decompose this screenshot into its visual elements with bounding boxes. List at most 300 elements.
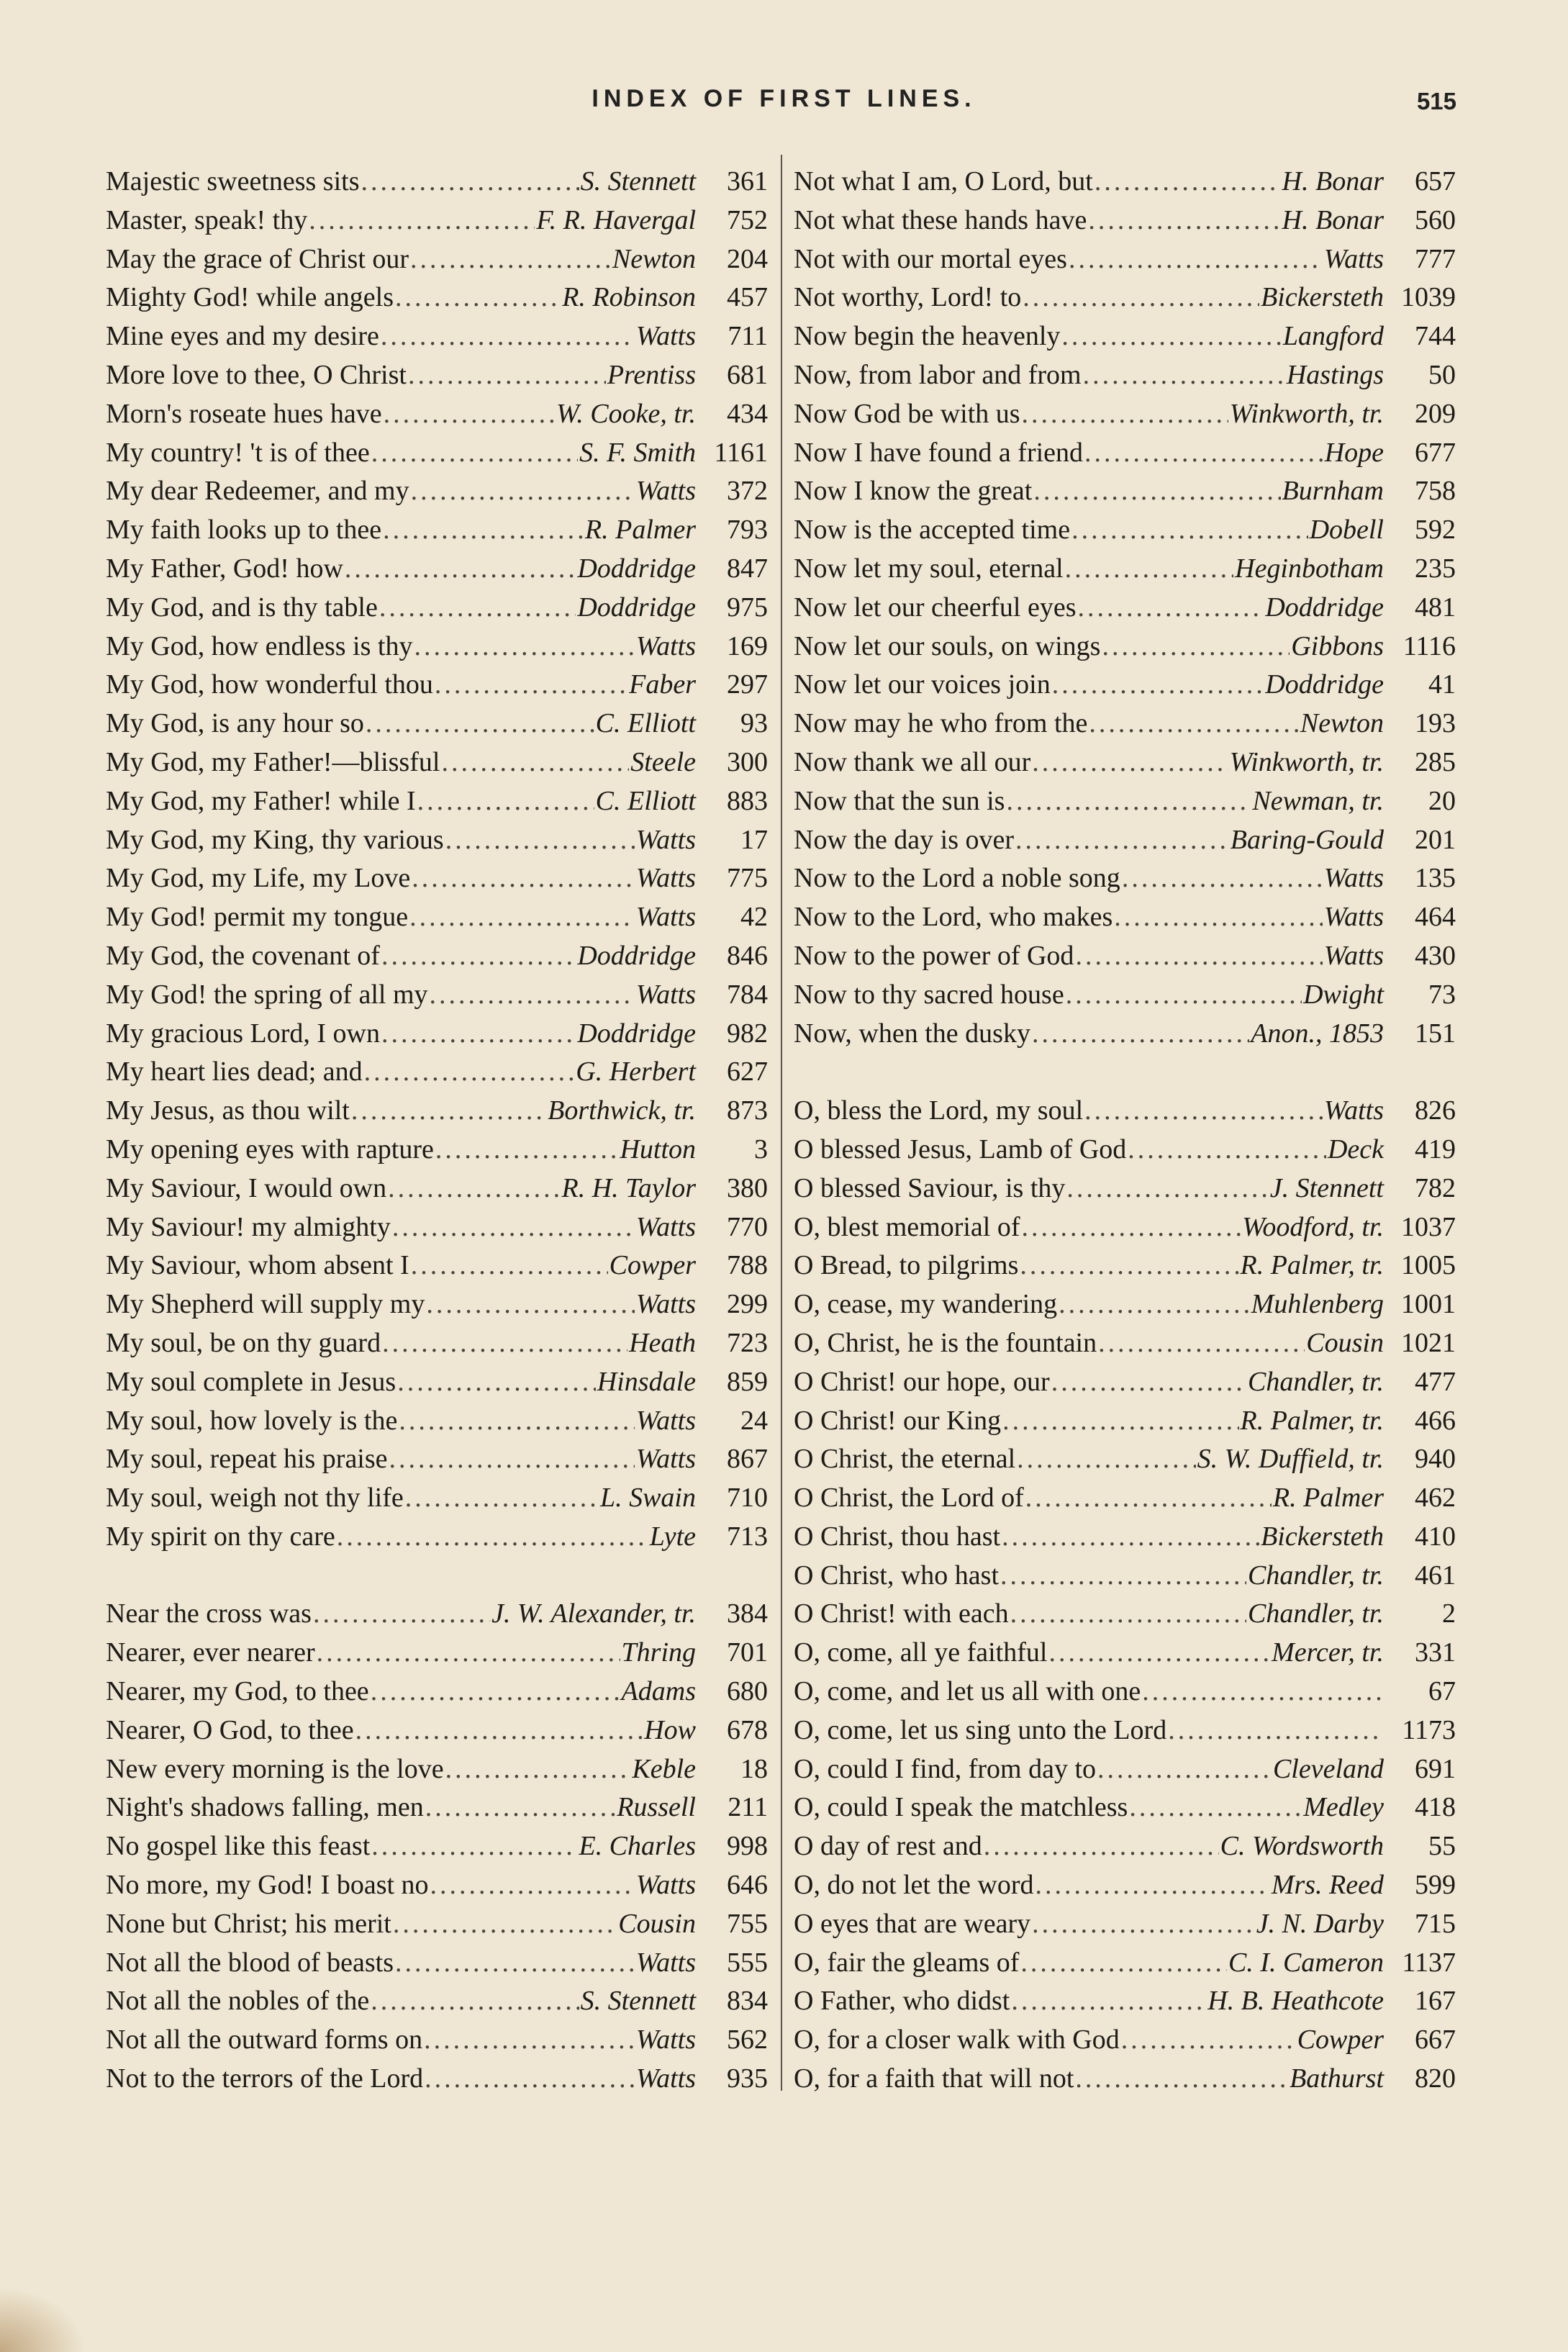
dot-leader xyxy=(1002,1518,1259,1557)
index-entry xyxy=(794,317,1456,356)
first-line-text: O, come, all ye faithful xyxy=(794,1637,1048,1668)
author-name: C. Wordsworth xyxy=(1220,1831,1384,1862)
hymn-number: 151 xyxy=(1415,1018,1456,1049)
first-line-text: Night's shadows falling, men xyxy=(106,1792,424,1823)
author-name: Doddridge xyxy=(577,1018,696,1049)
author-name: Prentiss xyxy=(607,359,696,390)
author-name: Watts xyxy=(635,979,696,1010)
first-line-text: Now God be with us xyxy=(794,398,1020,429)
page-header xyxy=(0,85,1568,128)
first-line-text: O Christ! with each xyxy=(794,1598,1009,1629)
first-line-text: My faith looks up to thee xyxy=(106,515,382,546)
first-line-text: O, come, let us sing unto the Lord xyxy=(794,1714,1167,1745)
first-line-text: My spirit on thy care xyxy=(106,1521,335,1552)
hymn-number: 793 xyxy=(727,515,768,546)
first-line-text: O, fair the gleams of xyxy=(794,1947,1020,1978)
author-name: Cowper xyxy=(1297,2025,1384,2055)
dot-leader xyxy=(1075,2060,1288,2099)
dot-leader xyxy=(1021,1208,1241,1247)
hymn-number: 18 xyxy=(740,1753,768,1784)
dot-leader xyxy=(417,782,594,821)
hymn-number: 380 xyxy=(727,1172,768,1203)
hymn-number: 193 xyxy=(1415,708,1456,739)
index-entry xyxy=(106,821,768,860)
first-line-text: Nearer, O God, to thee xyxy=(106,1714,354,1745)
dot-leader xyxy=(411,1247,608,1285)
first-line-text: My soul, be on thy guard xyxy=(106,1327,381,1358)
first-line-text: Now to thy sacred house xyxy=(794,979,1064,1010)
first-line-text: Now may he who from the xyxy=(794,708,1088,739)
index-entry xyxy=(794,1557,1456,1596)
dot-leader xyxy=(410,240,611,279)
author-name: Borthwick, tr. xyxy=(548,1095,696,1126)
author-name: Watts xyxy=(635,321,696,352)
hymn-number: 755 xyxy=(727,1908,768,1939)
index-entry xyxy=(794,1673,1456,1711)
hymn-number: 1161 xyxy=(714,437,768,468)
left-index-column xyxy=(106,163,768,2099)
index-entry xyxy=(106,511,768,550)
author-name: Chandler, tr. xyxy=(1248,1560,1384,1591)
author-name: Russell xyxy=(617,1792,696,1823)
dot-leader xyxy=(1114,898,1323,937)
index-entry xyxy=(794,937,1456,976)
first-line-text: O, cease, my wandering xyxy=(794,1289,1058,1320)
author-name: Adams xyxy=(621,1676,696,1707)
author-name: H. Bonar xyxy=(1282,166,1384,196)
dot-leader xyxy=(309,202,535,240)
dot-leader xyxy=(409,898,635,937)
first-line-text: No gospel like this feast xyxy=(106,1831,371,1862)
right-index-column xyxy=(794,163,1456,2099)
index-entry xyxy=(106,1247,768,1285)
index-entry xyxy=(106,859,768,898)
dot-leader xyxy=(1122,859,1323,898)
index-entry xyxy=(794,589,1456,628)
hymn-number: 297 xyxy=(727,669,768,700)
index-entry xyxy=(106,1673,768,1711)
index-entry xyxy=(106,1324,768,1363)
hymn-number: 678 xyxy=(727,1714,768,1745)
dot-leader xyxy=(381,317,635,356)
hymn-number: 788 xyxy=(727,1250,768,1281)
hymn-number: 680 xyxy=(727,1676,768,1707)
hymn-number: 1039 xyxy=(1401,282,1456,313)
dot-leader xyxy=(1088,202,1280,240)
first-line-text: My God, and is thy table xyxy=(106,592,378,623)
dot-leader xyxy=(1033,472,1280,511)
first-line-text: Not all the blood of beasts xyxy=(106,1947,394,1978)
first-line-text: Now to the power of God xyxy=(794,940,1074,971)
index-entry xyxy=(794,1634,1456,1673)
dot-leader xyxy=(383,511,584,550)
first-line-text: My heart lies dead; and xyxy=(106,1057,363,1087)
first-line-text: Now that the sun is xyxy=(794,785,1005,816)
hymn-number: 410 xyxy=(1415,1521,1456,1552)
dot-leader xyxy=(355,1711,643,1750)
first-line-text: New every morning is the love xyxy=(106,1753,444,1784)
index-entry xyxy=(794,859,1456,898)
index-entry xyxy=(106,589,768,628)
index-entry xyxy=(794,434,1456,473)
index-entry xyxy=(794,628,1456,666)
author-name: Doddridge xyxy=(1265,669,1384,700)
first-line-text: Now let our cheerful eyes xyxy=(794,592,1077,623)
author-name: G. Herbert xyxy=(576,1057,696,1087)
author-name: Heath xyxy=(629,1327,696,1358)
author-name: Mrs. Reed xyxy=(1271,1870,1384,1901)
hymn-number: 419 xyxy=(1415,1134,1456,1164)
hymn-number: 758 xyxy=(1415,476,1456,507)
first-line-text: O, bless the Lord, my soul xyxy=(794,1095,1084,1126)
hymn-number: 555 xyxy=(727,1947,768,1978)
first-line-text: Not what I am, O Lord, but xyxy=(794,166,1093,196)
dot-leader xyxy=(1032,743,1228,782)
first-line-text: My God, how wonderful thou xyxy=(106,669,433,700)
author-name: S. W. Duffield, tr. xyxy=(1197,1444,1384,1475)
index-entry xyxy=(106,628,768,666)
hymn-number: 73 xyxy=(1428,979,1456,1010)
index-entry xyxy=(794,2060,1456,2099)
first-line-text: Near the cross was xyxy=(106,1598,312,1629)
index-entry xyxy=(106,782,768,821)
dot-leader xyxy=(1142,1673,1382,1711)
dot-leader xyxy=(411,472,635,511)
hymn-number: 331 xyxy=(1415,1637,1456,1668)
hymn-number: 713 xyxy=(727,1521,768,1552)
dot-leader xyxy=(1128,1131,1326,1170)
index-entry xyxy=(794,1827,1456,1866)
hymn-number: 285 xyxy=(1415,746,1456,777)
hymn-number: 17 xyxy=(740,824,768,855)
hymn-number: 457 xyxy=(727,282,768,313)
hymn-number: 723 xyxy=(727,1327,768,1358)
index-entry xyxy=(794,821,1456,860)
author-name: Hastings xyxy=(1286,359,1384,390)
hymn-number: 873 xyxy=(727,1095,768,1126)
hymn-number: 681 xyxy=(727,359,768,390)
author-name: Dobell xyxy=(1309,515,1384,546)
index-entry xyxy=(106,1170,768,1208)
hymn-number: 711 xyxy=(728,321,768,352)
hymn-number: 299 xyxy=(727,1289,768,1320)
hymn-number: 235 xyxy=(1415,553,1456,584)
first-line-text: More love to thee, O Christ xyxy=(106,359,407,390)
index-entry xyxy=(794,1788,1456,1827)
index-entry xyxy=(794,898,1456,937)
author-name: S. F. Smith xyxy=(579,437,696,468)
first-line-text: My opening eyes with rapture xyxy=(106,1134,434,1164)
author-name: Watts xyxy=(635,630,696,661)
first-line-text: My God, is any hour so xyxy=(106,708,364,739)
author-name: Watts xyxy=(635,863,696,894)
dot-leader xyxy=(408,356,606,395)
dot-leader xyxy=(393,1905,617,1944)
dot-leader xyxy=(392,1208,635,1247)
index-entry xyxy=(794,1944,1456,1983)
first-line-text: O, Christ, he is the fountain xyxy=(794,1327,1097,1358)
first-line-text: My soul, weigh not thy life xyxy=(106,1483,404,1514)
index-entry xyxy=(794,202,1456,240)
index-entry xyxy=(106,743,768,782)
author-name: S. Stennett xyxy=(580,166,696,196)
author-name: Muhlenberg xyxy=(1251,1289,1384,1320)
hymn-number: 859 xyxy=(727,1366,768,1397)
dot-leader xyxy=(1023,279,1259,317)
hymn-number: 560 xyxy=(1415,204,1456,235)
index-entry xyxy=(106,1518,768,1557)
author-name: Watts xyxy=(1323,863,1384,894)
hymn-number: 998 xyxy=(727,1831,768,1862)
author-name: R. Robinson xyxy=(562,282,696,313)
first-line-text: Not with our mortal eyes xyxy=(794,243,1067,274)
index-entry xyxy=(106,472,768,511)
hymn-number: 2 xyxy=(1442,1598,1456,1629)
first-line-text: My God, my Father! while I xyxy=(106,785,416,816)
index-entry xyxy=(106,395,768,434)
author-name: Winkworth, tr. xyxy=(1229,746,1384,777)
index-entry xyxy=(106,1363,768,1402)
index-entry xyxy=(794,1285,1456,1324)
dot-leader xyxy=(395,279,561,317)
first-line-text: My God, how endless is thy xyxy=(106,630,413,661)
first-line-text: Now let my soul, eternal xyxy=(794,553,1064,584)
dot-leader xyxy=(382,1324,627,1363)
first-line-text: O, for a closer walk with God xyxy=(794,2025,1120,2055)
page-stain xyxy=(0,2287,86,2352)
hymn-number: 935 xyxy=(727,2063,768,2094)
dot-leader xyxy=(371,434,578,473)
index-entry xyxy=(794,163,1456,202)
first-line-text: Mighty God! while angels xyxy=(106,282,394,313)
hymn-number: 691 xyxy=(1415,1753,1456,1784)
index-entry xyxy=(106,705,768,743)
first-line-text: O Christ, the eternal xyxy=(794,1444,1016,1475)
index-entry xyxy=(794,472,1456,511)
hymn-number: 715 xyxy=(1415,1908,1456,1939)
hymn-number: 646 xyxy=(727,1870,768,1901)
dot-leader xyxy=(1025,1479,1272,1518)
author-name: Bickersteth xyxy=(1261,282,1384,313)
dot-leader xyxy=(361,163,579,202)
hymn-number: 466 xyxy=(1415,1405,1456,1436)
hymn-number: 592 xyxy=(1415,515,1456,546)
hymn-number: 418 xyxy=(1415,1792,1456,1823)
index-entry xyxy=(794,1518,1456,1557)
dot-leader xyxy=(337,1518,648,1557)
index-entry xyxy=(106,2021,768,2060)
dot-leader xyxy=(371,1673,620,1711)
index-entry xyxy=(106,1944,768,1983)
author-name: C. Elliott xyxy=(595,708,696,739)
index-entry xyxy=(106,1711,768,1750)
first-line-text: My Shepherd will supply my xyxy=(106,1289,425,1320)
dot-leader xyxy=(1168,1711,1382,1750)
dot-leader xyxy=(317,1634,620,1673)
hymn-number: 826 xyxy=(1415,1095,1456,1126)
first-line-text: O Father, who didst xyxy=(794,1986,1010,2017)
hymn-number: 883 xyxy=(727,785,768,816)
author-name: Lyte xyxy=(649,1521,696,1552)
dot-leader xyxy=(1051,1363,1246,1402)
index-entry xyxy=(106,976,768,1015)
hymn-number: 770 xyxy=(727,1211,768,1242)
hymn-number: 361 xyxy=(727,166,768,196)
index-entry xyxy=(794,976,1456,1015)
first-line-text: O, do not let the word xyxy=(794,1870,1034,1901)
first-line-text: My Saviour, I would own xyxy=(106,1172,387,1203)
author-name: C. I. Cameron xyxy=(1228,1947,1384,1978)
hymn-number: 752 xyxy=(727,204,768,235)
first-line-text: O Christ, thou hast xyxy=(794,1521,1001,1552)
author-name: Hutton xyxy=(620,1134,696,1164)
author-name: Steele xyxy=(630,746,696,777)
dot-leader xyxy=(1084,1092,1323,1131)
dot-leader xyxy=(414,628,634,666)
dot-leader xyxy=(371,1827,577,1866)
dot-leader xyxy=(345,550,576,589)
author-name: J. N. Darby xyxy=(1256,1908,1384,1939)
index-entry xyxy=(794,1363,1456,1402)
author-name: Heginbotham xyxy=(1235,553,1384,584)
hymn-number: 982 xyxy=(727,1018,768,1049)
index-entry xyxy=(106,898,768,937)
author-name: Watts xyxy=(635,1947,696,1978)
index-entry xyxy=(106,2060,768,2099)
author-name: Bickersteth xyxy=(1261,1521,1384,1552)
author-name: Watts xyxy=(635,824,696,855)
index-entry xyxy=(794,1905,1456,1944)
dot-leader xyxy=(1000,1557,1246,1596)
index-entry xyxy=(794,1982,1456,2021)
index-entry xyxy=(106,666,768,705)
first-line-text: Morn's roseate hues have xyxy=(106,398,382,429)
dot-leader xyxy=(1020,1247,1238,1285)
author-name: W. Cooke, tr. xyxy=(556,398,696,429)
author-name: Watts xyxy=(1323,1095,1384,1126)
index-entry xyxy=(794,1402,1456,1441)
first-line-text: My God, my King, thy various xyxy=(106,824,444,855)
dot-leader xyxy=(313,1595,490,1634)
hymn-number: 372 xyxy=(727,476,768,507)
author-name: Doddridge xyxy=(1265,592,1384,623)
author-name: Watts xyxy=(1323,940,1384,971)
dot-leader xyxy=(1078,589,1264,628)
dot-leader xyxy=(381,1015,576,1054)
dot-leader xyxy=(430,976,635,1015)
hymn-number: 1173 xyxy=(1402,1714,1456,1745)
dot-leader xyxy=(426,1285,635,1324)
index-entry xyxy=(106,1285,768,1324)
first-line-text: O day of rest and xyxy=(794,1831,982,1862)
author-name: R. Palmer xyxy=(584,515,696,546)
author-name: Burnham xyxy=(1282,476,1384,507)
first-line-text: Now to the Lord, who makes xyxy=(794,902,1113,933)
hymn-number: 430 xyxy=(1415,940,1456,971)
dot-leader xyxy=(425,2060,635,2099)
dot-leader xyxy=(412,859,635,898)
index-entry xyxy=(106,356,768,395)
hymn-number: 461 xyxy=(1415,1560,1456,1591)
first-line-text: O eyes that are weary xyxy=(794,1908,1031,1939)
author-name: Newton xyxy=(612,243,696,274)
first-line-text: Nearer, my God, to thee xyxy=(106,1676,369,1707)
index-entry xyxy=(794,1092,1456,1131)
dot-leader xyxy=(1129,1788,1302,1827)
author-name: R. Palmer, tr. xyxy=(1240,1405,1384,1436)
dot-leader xyxy=(435,666,627,705)
dot-leader xyxy=(1032,1905,1255,1944)
author-name: Watts xyxy=(635,1870,696,1901)
dot-leader xyxy=(445,821,635,860)
author-name: Watts xyxy=(635,1211,696,1242)
author-name: Watts xyxy=(635,2025,696,2055)
index-entry xyxy=(794,2021,1456,2060)
hymn-number: 93 xyxy=(740,708,768,739)
author-name: Cleveland xyxy=(1272,1753,1384,1784)
page-title: INDEX OF FIRST LINES. xyxy=(592,85,976,112)
index-entry xyxy=(106,1595,768,1634)
hymn-number: 1137 xyxy=(1402,1947,1456,1978)
hymn-number: 677 xyxy=(1415,437,1456,468)
author-name: J. Stennett xyxy=(1269,1172,1384,1203)
author-name: E. Charles xyxy=(579,1831,696,1862)
dot-leader xyxy=(1010,1595,1246,1634)
dot-leader xyxy=(1011,1982,1206,2021)
dot-leader xyxy=(1066,1170,1268,1208)
index-entry xyxy=(106,317,768,356)
first-line-text: Now thank we all our xyxy=(794,746,1031,777)
hymn-number: 41 xyxy=(1428,669,1456,700)
author-name: Mercer, tr. xyxy=(1272,1637,1384,1668)
hymn-number: 201 xyxy=(1415,824,1456,855)
author-name: Bathurst xyxy=(1290,2063,1384,2094)
first-line-text: No more, my God! I boast no xyxy=(106,1870,429,1901)
first-line-text: Now I know the great xyxy=(794,476,1033,507)
hymn-number: 744 xyxy=(1415,321,1456,352)
dot-leader xyxy=(1075,937,1322,976)
author-name: Keble xyxy=(632,1753,696,1784)
author-name: Anon., 1853 xyxy=(1251,1018,1384,1049)
first-line-text: Not worthy, Lord! to xyxy=(794,282,1022,313)
hymn-number: 1116 xyxy=(1402,630,1456,661)
hymn-number: 204 xyxy=(727,243,768,274)
first-line-text: Now begin the heavenly xyxy=(794,321,1061,352)
hymn-number: 135 xyxy=(1415,863,1456,894)
section-gap xyxy=(794,1053,1456,1092)
dot-leader xyxy=(1059,1285,1250,1324)
first-line-text: Now is the accepted time xyxy=(794,515,1071,546)
hymn-number: 434 xyxy=(727,398,768,429)
dot-leader xyxy=(395,1944,635,1983)
dot-leader xyxy=(1065,550,1233,589)
dot-leader xyxy=(1048,1634,1270,1673)
first-line-text: My God, my Father!—blissful xyxy=(106,746,440,777)
first-line-text: O, for a faith that will not xyxy=(794,2063,1074,2094)
index-entry xyxy=(794,1479,1456,1518)
author-name: Cousin xyxy=(1306,1327,1384,1358)
hymn-number: 1037 xyxy=(1401,1211,1456,1242)
hymn-number: 464 xyxy=(1415,902,1456,933)
index-entry xyxy=(794,511,1456,550)
first-line-text: My Jesus, as thou wilt xyxy=(106,1095,350,1126)
first-line-text: O Christ! our hope, our xyxy=(794,1366,1050,1397)
author-name: L. Swain xyxy=(599,1483,696,1514)
index-entry xyxy=(794,666,1456,705)
hymn-number: 50 xyxy=(1428,359,1456,390)
hymn-number: 24 xyxy=(740,1405,768,1436)
dot-leader xyxy=(1066,976,1302,1015)
